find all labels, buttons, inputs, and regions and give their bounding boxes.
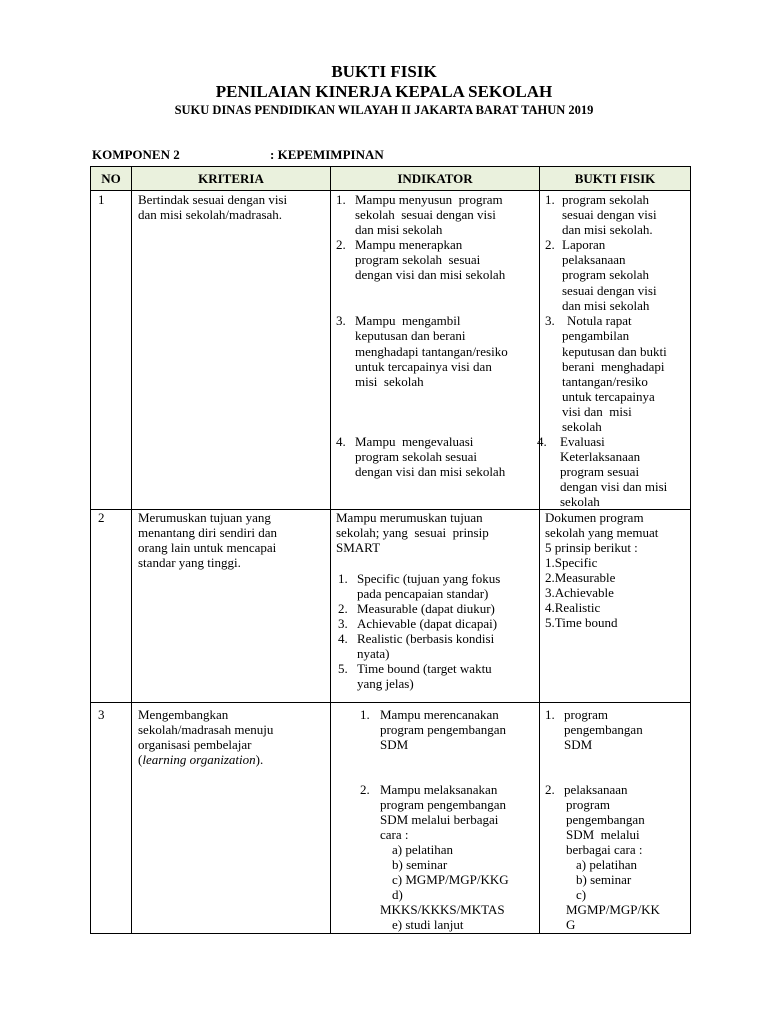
row2-ind-item-line: Realistic (berbasis kondisi	[357, 631, 495, 646]
row1-bf2-line: Laporan	[562, 237, 606, 252]
row2-kriteria-line: standar yang tinggi.	[138, 555, 241, 570]
row1-bf3-line: tantangan/resiko	[562, 374, 648, 389]
row1-ind1-line: Mampu menyusun program	[355, 192, 503, 207]
row2-ind-item-num: 1.	[338, 571, 348, 586]
row3-kriteria-line: organisasi pembelajar	[138, 737, 252, 752]
row1-bf3-line: Notula rapat	[567, 313, 632, 328]
row3-bf2-line: program	[566, 797, 611, 812]
row3-bf2-line: SDM melalui	[566, 827, 640, 842]
row2-ind-item-line: Achievable (dapat dicapai)	[357, 616, 498, 631]
row1-bf1-line: sesuai dengan visi	[562, 207, 657, 222]
row1-bf2-num: 2.	[545, 237, 555, 252]
row1-bf3-line: berani menghadapi	[562, 359, 665, 374]
row1-ind2-line: dengan visi dan misi sekolah	[355, 267, 506, 282]
row2-ind-item-line: Time bound (target waktu	[357, 661, 492, 676]
header-bukti-fisik: BUKTI FISIK	[574, 171, 656, 186]
row1-ind1-line: sekolah sesuai dengan visi	[355, 207, 496, 222]
row3-bf2-sub: MGMP/MGP/KK	[566, 902, 660, 917]
row3-kriteria-line: sekolah/madrasah menuju	[138, 722, 274, 737]
paren-close: ).	[255, 752, 264, 767]
row2-bf-line: sekolah yang memuat	[545, 525, 659, 540]
row1-bf4-line: Keterlaksanaan	[560, 449, 641, 464]
row3-bf2-line: pelaksanaan	[564, 782, 628, 797]
row3-bf1-line: SDM	[564, 737, 593, 752]
row2-bf-line: 2.Measurable	[545, 570, 616, 585]
row2-ind-intro-line: Mampu merumuskan tujuan	[336, 510, 483, 525]
row1-bf3-line: untuk tercapainya	[562, 389, 655, 404]
row3-kriteria-line: Mengembangkan	[138, 707, 229, 722]
row1-ind3-num: 3.	[336, 313, 346, 328]
komponen-label: KOMPONEN 2	[92, 147, 180, 162]
row2-ind-item-line: nyata)	[357, 646, 390, 661]
row3-ind2-line: SDM melalui berbagai	[380, 812, 499, 827]
column-divider	[330, 166, 331, 934]
row2-ind-item-num: 2.	[338, 601, 348, 616]
row3-ind2-sub: c) MGMP/MGP/KKG	[392, 872, 509, 887]
column-divider	[131, 166, 132, 934]
row1-bf2-line: pelaksanaan	[562, 252, 626, 267]
row2-bf-line: Dokumen program	[545, 510, 644, 525]
row3-bf1-line: pengembangan	[564, 722, 643, 737]
row1-ind2-line: program sekolah sesuai	[355, 252, 481, 267]
row2-kriteria-line: menantang diri sendiri dan	[138, 525, 277, 540]
row2-ind-item-num: 4.	[338, 631, 348, 646]
row1-bf3-line: keputusan dan bukti	[562, 344, 667, 359]
row1-bf1-num: 1.	[545, 192, 555, 207]
row1-ind1-line: dan misi sekolah	[355, 222, 443, 237]
row1-ind3-line: keputusan dan berani	[355, 328, 466, 343]
row2-ind-item-line: yang jelas)	[357, 676, 414, 691]
row1-ind4-line: dengan visi dan misi sekolah	[355, 464, 506, 479]
row3-ind2-sub: a) pelatihan	[392, 842, 453, 857]
doc-subtitle: PENILAIAN KINERJA KEPALA SEKOLAH	[215, 82, 553, 101]
row2-ind-intro-line: sekolah; yang sesuai prinsip	[336, 525, 489, 540]
row2-ind-item-line: Specific (tujuan yang fokus	[357, 571, 501, 586]
row2-ind-item-num: 5.	[338, 661, 348, 676]
row3-ind1-num: 1.	[360, 707, 370, 722]
row3-bf2-sub: a) pelatihan	[576, 857, 637, 872]
row3-ind1-line: program pengembangan	[380, 722, 506, 737]
row1-ind3-line: misi sekolah	[355, 374, 424, 389]
row3-ind2-sub: e) studi lanjut	[392, 917, 464, 932]
row1-bf1-line: dan misi sekolah.	[562, 222, 653, 237]
row3-ind2-sub: MKKS/KKKS/MKTAS	[380, 902, 505, 917]
row2-ind-item-num: 3.	[338, 616, 348, 631]
row3-bf1-num: 1.	[545, 707, 555, 722]
row1-ind3-line: untuk tercapainya visi dan	[355, 359, 492, 374]
row1-bf3-line: pengambilan	[562, 328, 630, 343]
row1-kriteria-line: dan misi sekolah/madrasah.	[138, 207, 283, 222]
row1-bf4-line: dengan visi dan misi	[560, 479, 668, 494]
row1-ind2-line: Mampu menerapkan	[355, 237, 463, 252]
row3-ind2-num: 2.	[360, 782, 370, 797]
row2-kriteria-line: Merumuskan tujuan yang	[138, 510, 271, 525]
row3-bf2-num: 2.	[545, 782, 555, 797]
row1-bf2-line: dan misi sekolah	[562, 298, 650, 313]
row3-ind1-line: Mampu merencanakan	[380, 707, 499, 722]
row1-bf4-line: Evaluasi	[560, 434, 605, 449]
row2-bf-line: 4.Realistic	[545, 600, 601, 615]
row1-ind3-line: menghadapi tantangan/resiko	[355, 344, 508, 359]
row3-bf2-line: berbagai cara :	[566, 842, 643, 857]
row2-bf-line: 5 prinsip berikut :	[545, 540, 638, 555]
row1-bf4-num: 4.	[537, 434, 547, 449]
row1-bf3-line: sekolah	[562, 419, 602, 434]
row3-bf2-sub: G	[566, 917, 576, 932]
row1-bf2-line: program sekolah	[562, 267, 650, 282]
row3-bf2-line: pengembangan	[566, 812, 645, 827]
row1-bf1-line: program sekolah	[562, 192, 650, 207]
row1-bf2-line: sesuai dengan visi	[562, 283, 657, 298]
row1-bf3-num: 3.	[545, 313, 555, 328]
row3-ind2-line: program pengembangan	[380, 797, 506, 812]
row2-no: 2	[98, 510, 105, 525]
row1-ind3-line: Mampu mengambil	[355, 313, 461, 328]
row2-ind-item-line: pada pencapaian standar)	[357, 586, 489, 601]
header-indikator: INDIKATOR	[397, 171, 473, 186]
row3-no: 3	[98, 707, 105, 722]
row1-bf3-line: visi dan misi	[562, 404, 632, 419]
row3-bf2-sub: b) seminar	[576, 872, 632, 887]
doc-title: BUKTI FISIK	[331, 62, 437, 81]
column-divider	[539, 166, 540, 934]
row3-ind2-sub: d)	[392, 887, 403, 902]
komponen-value: : KEPEMIMPINAN	[270, 147, 384, 162]
row1-ind4-line: program sekolah sesuai	[355, 449, 478, 464]
row3-ind2-sub: b) seminar	[392, 857, 448, 872]
row1-ind1-num: 1.	[336, 192, 346, 207]
row3-ind2-line: Mampu melaksanakan	[380, 782, 498, 797]
row3-kriteria-line	[138, 752, 263, 767]
header-no: NO	[101, 171, 121, 186]
row1-ind4-num: 4.	[336, 434, 346, 449]
row1-bf4-line: program sesuai	[560, 464, 640, 479]
doc-agency: SUKU DINAS PENDIDIKAN WILAYAH II JAKARTA BARAT TAHUN 2019	[174, 103, 594, 117]
row2-ind-intro-line: SMART	[336, 540, 381, 555]
row3-bf1-line: program	[564, 707, 609, 722]
row2-bf-line: 1.Specific	[545, 555, 598, 570]
row3-ind1-line: SDM	[380, 737, 409, 752]
row1-ind4-line: Mampu mengevaluasi	[355, 434, 474, 449]
row1-no: 1	[98, 192, 105, 207]
row-divider	[90, 190, 691, 191]
learning-organization-term: learning organization	[142, 752, 256, 767]
row3-ind2-line: cara :	[380, 827, 409, 842]
row3-bf2-sub: c)	[576, 887, 587, 902]
row2-kriteria-line: orang lain untuk mencapai	[138, 540, 277, 555]
row2-bf-line: 5.Time bound	[545, 615, 618, 630]
row1-bf4-line: sekolah	[560, 494, 600, 509]
row-divider	[90, 702, 691, 703]
row1-kriteria-line: Bertindak sesuai dengan visi	[138, 192, 288, 207]
row2-ind-item-line: Measurable (dapat diukur)	[357, 601, 495, 616]
row1-ind2-num: 2.	[336, 237, 346, 252]
row2-bf-line: 3.Achievable	[545, 585, 614, 600]
header-kriteria: KRITERIA	[198, 171, 264, 186]
paren-open: (	[138, 752, 143, 767]
